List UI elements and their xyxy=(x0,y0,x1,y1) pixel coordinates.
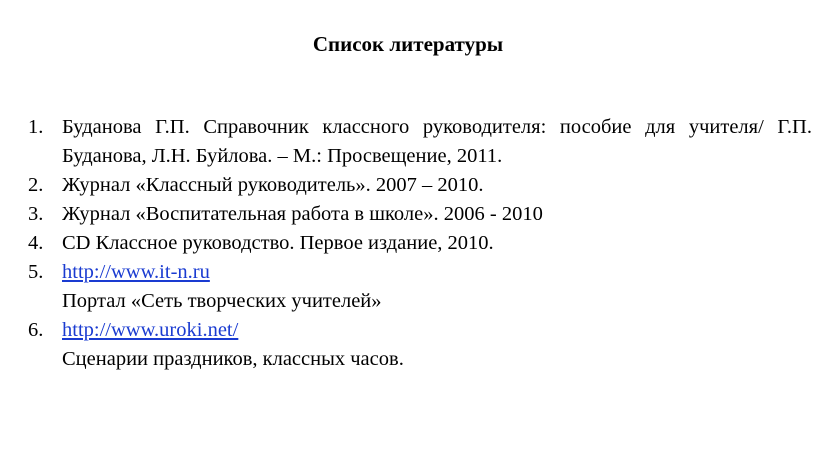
bibliography-list xyxy=(28,113,812,374)
list-item-text: CD Классное руководство. Первое издание, 2010. xyxy=(62,232,494,254)
list-item-description: Сценарии праздников, классных часов. xyxy=(62,348,404,370)
list-item-description: Портал «Сеть творческих учителей» xyxy=(62,290,382,312)
list-item-text: Журнал «Классный руководитель». 2007 – 2010. xyxy=(62,174,484,196)
page-title: Список литературы xyxy=(312,32,504,56)
uroki-link[interactable]: http://www.uroki.net/ xyxy=(62,319,239,341)
list-item-1 xyxy=(28,113,812,171)
list-item-4 xyxy=(28,229,812,258)
list-item-5 xyxy=(28,258,812,316)
list-item-6 xyxy=(28,316,812,374)
list-item-2 xyxy=(28,171,812,200)
list-item-number: 1. xyxy=(28,116,44,138)
list-item-number: 5. xyxy=(28,261,44,283)
list-item-number: 3. xyxy=(28,203,44,225)
list-item-number: 2. xyxy=(28,174,44,196)
list-item-number: 6. xyxy=(28,319,44,341)
list-item-number: 4. xyxy=(28,232,44,254)
it-n-link[interactable]: http://www.it-n.ru xyxy=(62,261,210,283)
list-item-text: Журнал «Воспитательная работа в школе». 2006 - 2010 xyxy=(62,203,543,225)
list-item-text: Буданова Г.П. Справочник классного руководителя: пособие для учителя/ Г.П. Буданова, Л.Н. Буйлова. – М.: Просвещение, 2011. xyxy=(62,116,812,167)
list-item-3 xyxy=(28,200,812,229)
